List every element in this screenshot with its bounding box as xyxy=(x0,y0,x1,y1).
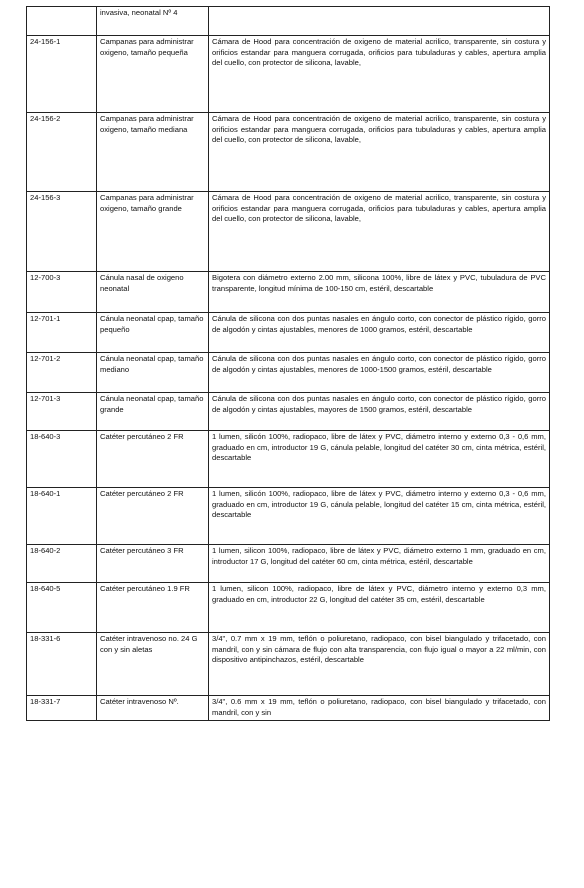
table-row xyxy=(27,192,550,272)
product-name: Campanas para administrar oxigeno, tamaño mediana xyxy=(97,113,209,192)
product-description: Cámara de Hood para concentración de oxigeno de material acrilico, transparente, sin costura y orificios estandar para manguera corrugada, orificios para tubuladuras y cables, apertura amplia del cuello, con protector de silicona, lavable, xyxy=(209,113,550,192)
product-name: Catéter intravenoso no. 24 G con y sin aletas xyxy=(97,633,209,696)
product-code: 18-640-2 xyxy=(27,545,97,583)
product-name: Catéter percutáneo 2 FR xyxy=(97,431,209,488)
product-description: Cámara de Hood para concentración de oxigeno de material acrilico, transparente, sin costura y orificios estandar para manguera corrugada, orificios para tubuladuras y cables, apertura amplia del cuello, con protector de silicona, lavable, xyxy=(209,36,550,113)
product-code: 12-701-2 xyxy=(27,353,97,393)
table-row xyxy=(27,696,550,721)
product-table xyxy=(26,6,550,721)
table-row xyxy=(27,393,550,431)
product-code: 18-640-1 xyxy=(27,488,97,545)
product-description: 1 lumen, silicón 100%, radiopaco, libre de látex y PVC, diámetro interno y externo 0,3 - 0,6 mm, graduado en cm, introductor 19 G, cánula pelable, longitud del catéter 30 cm, cinta métrica, estéril, descartable xyxy=(209,431,550,488)
product-name: Campanas para administrar oxigeno, tamaño pequeña xyxy=(97,36,209,113)
product-description: Cánula de silicona con dos puntas nasales en ángulo corto, con conector de plástico rígido, gorro de algodón y cintas ajustables, mayores de 1500 gramos, estéril, descartable xyxy=(209,393,550,431)
table-row xyxy=(27,353,550,393)
product-code: 24-156-2 xyxy=(27,113,97,192)
product-code xyxy=(27,7,97,36)
product-name: Cánula neonatal cpap, tamaño mediano xyxy=(97,353,209,393)
product-code: 18-640-3 xyxy=(27,431,97,488)
table-row xyxy=(27,545,550,583)
product-description: Cánula de silicona con dos puntas nasales en ángulo corto, con conector de plástico rígido, gorro de algodón y cintas ajustables, menores de 1000-1500 gramos, estéril, descartable xyxy=(209,353,550,393)
product-description: 3/4", 0.6 mm x 19 mm, teflón o poliuretano, radiopaco, con bisel biangulado y trifacetado, con mandril, con y sin xyxy=(209,696,550,721)
table-row xyxy=(27,113,550,192)
product-code: 12-701-1 xyxy=(27,313,97,353)
product-name: Catéter percutáneo 1.9 FR xyxy=(97,583,209,633)
product-name: Cánula neonatal cpap, tamaño grande xyxy=(97,393,209,431)
product-description: 1 lumen, silicón 100%, radiopaco, libre de látex y PVC, diámetro interno y externo 0,3 - 0,6 mm, graduado en cm, introductor 19 G, cánula pelable, longitud del catéter 15 cm, cinta métrica, estéril, descartable xyxy=(209,488,550,545)
product-description: Bigotera con diámetro externo 2.00 mm, silicona 100%, libre de látex y PVC, tubuladura de PVC transparente, longitud mínima de 100-150 cm, estéril, descartable xyxy=(209,272,550,313)
product-description xyxy=(209,7,550,36)
product-name: Catéter intravenoso Nº. xyxy=(97,696,209,721)
product-description: Cánula de silicona con dos puntas nasales en ángulo corto, con conector de plástico rígido, gorro de algodón y cintas ajustables, menores de 1000 gramos, estéril, descartable xyxy=(209,313,550,353)
product-code: 24-156-3 xyxy=(27,192,97,272)
product-description: 3/4", 0.7 mm x 19 mm, teflón o poliuretano, radiopaco, con bisel biangulado y trifacetado, con mandril, con y sin cámara de flujo con alta transparencia, con flujo igual o mayor a 22 ml/min, con dispositivo antipinchazos, estéril, descartable xyxy=(209,633,550,696)
table-row xyxy=(27,431,550,488)
table-row xyxy=(27,272,550,313)
product-code: 18-331-6 xyxy=(27,633,97,696)
product-code: 12-701-3 xyxy=(27,393,97,431)
table-row xyxy=(27,36,550,113)
product-name: invasiva, neonatal Nº 4 xyxy=(97,7,209,36)
product-code: 18-640-5 xyxy=(27,583,97,633)
document-page xyxy=(26,6,550,721)
product-description: 1 lumen, silicon 100%, radiopaco, libre de látex y PVC, diámetro interno y externo 0,3 mm, graduado en cm, introductor 22 G, longitud del catéter 35 cm, estéril, descartable xyxy=(209,583,550,633)
table-row xyxy=(27,488,550,545)
table-row xyxy=(27,583,550,633)
product-description: Cámara de Hood para concentración de oxigeno de material acrilico, transparente, sin costura y orificios estandar para manguera corrugada, orificios para tubuladuras y cables, apertura amplia del cuello, con protector de silicona, lavable, xyxy=(209,192,550,272)
product-name: Cánula nasal de oxigeno neonatal xyxy=(97,272,209,313)
product-name: Campanas para administrar oxigeno, tamaño grande xyxy=(97,192,209,272)
product-name: Catéter percutáneo 3 FR xyxy=(97,545,209,583)
product-code: 24-156-1 xyxy=(27,36,97,113)
table-row xyxy=(27,313,550,353)
table-row xyxy=(27,7,550,36)
table-row xyxy=(27,633,550,696)
product-name: Cánula neonatal cpap, tamaño pequeño xyxy=(97,313,209,353)
product-description: 1 lumen, silicon 100%, radiopaco, libre de látex y PVC, diámetro externo 1 mm, graduado en cm, introductor 17 G, longitud del catéter 60 cm, cinta métrica, estéril, descartable xyxy=(209,545,550,583)
product-name: Catéter percutáneo 2 FR xyxy=(97,488,209,545)
product-code: 18-331-7 xyxy=(27,696,97,721)
product-code: 12-700-3 xyxy=(27,272,97,313)
